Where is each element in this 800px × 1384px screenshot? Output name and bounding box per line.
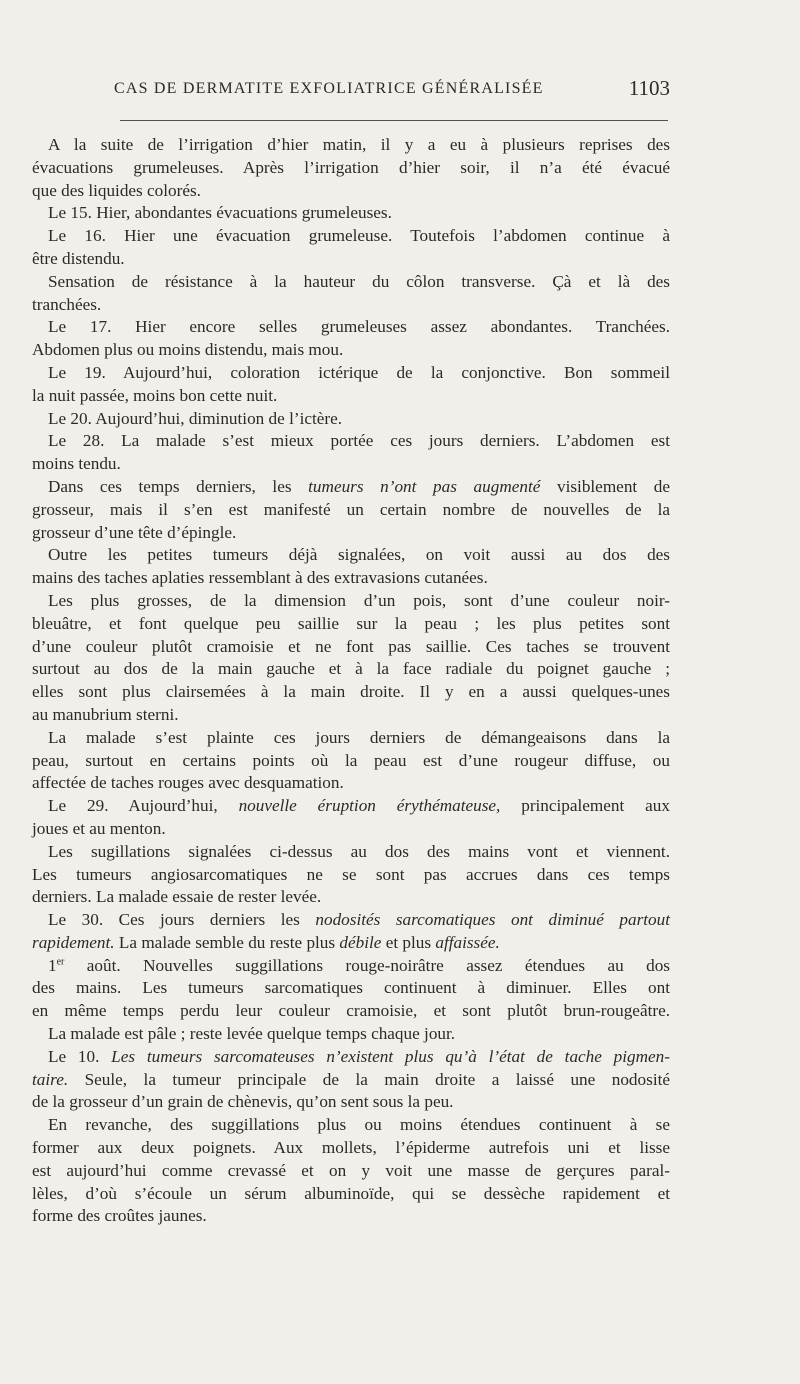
text-line: A la suite de l’irrigation d’hier matin, il y a eu à plusieurs reprises des (48, 135, 670, 154)
text-line: lèles, d’où s’écoule un sérum albuminoïde, qui se dessèche rapidement et (32, 1183, 670, 1203)
running-title: CAS DE DERMATITE EXFOLIATRICE GÉNÉRALISÉE (114, 80, 544, 97)
text-line: la nuit passée, moins bon cette nuit. (32, 385, 278, 405)
text-line: en même temps perdu leur couleur cramoisie, et sont plutôt brun-rougeâtre. (32, 1001, 670, 1021)
text-line: Sensation de résistance à la hauteur du côlon transverse. Çà et là des (48, 271, 670, 291)
text-line: affectée de taches rouges avec desquamation. (32, 773, 344, 793)
text-line: bleuâtre, et font quelque peu saillie sur la peau ; les plus petites sont (32, 613, 670, 633)
text-line: Le 17. Hier encore selles grumeleuses assez abondantes. Tranchées. (48, 317, 670, 337)
text-segment: Dans ces temps derniers, les (48, 476, 292, 496)
text-line: être distendu. (32, 248, 125, 268)
text-line: est aujourd’hui comme crevassé et on y voit une masse de gerçures paral- (32, 1160, 670, 1180)
italic-segment: rapidement. (32, 932, 115, 952)
text-segment: Le 30. Ces jours derniers les (48, 910, 300, 930)
page-header (114, 76, 670, 104)
text-segment: Le 10. (48, 1046, 100, 1066)
text-line: peau, surtout en certains points où la peau est d’une rougeur diffuse, ou (32, 750, 670, 770)
text-line (32, 476, 670, 499)
text-segment: principalement aux (521, 796, 670, 816)
body-text (32, 134, 670, 1228)
superscript: er (56, 955, 65, 967)
italic-segment: nodosités sarcomatiques ont diminué partout (315, 910, 671, 930)
text-line: moins tendu. (32, 454, 121, 474)
text-line: Le 15. Hier, abondantes évacuations grumeleuses. (48, 203, 392, 223)
text-line (32, 795, 670, 818)
text-segment: 1 (48, 955, 57, 975)
text-line: d’une couleur plutôt cramoisie et ne font pas saillie. Ces taches se trouvent (32, 636, 670, 656)
text-line: joues et au menton. (32, 818, 166, 838)
text-segment: La malade semble du reste plus (118, 932, 336, 952)
text-line: Le 28. La malade s’est mieux portée ces jours derniers. L’abdomen est (48, 431, 670, 451)
text-segment: Seule, la tumeur principale de la main droite a laissé une nodosité (84, 1069, 670, 1089)
text-line: former aux deux poignets. Aux mollets, l’épiderme autrefois uni et lisse (32, 1138, 670, 1158)
italic-segment: taire. (32, 1069, 69, 1089)
text-line (32, 909, 670, 932)
text-line: Le 20. Aujourd’hui, diminution de l’ictère. (48, 408, 343, 428)
italic-segment: tumeurs n’ont pas augmenté (308, 476, 541, 496)
text-line: Le 19. Aujourd’hui, coloration ictérique de la conjonctive. Bon sommeil (48, 362, 670, 382)
text-line: de la grosseur d’un grain de chènevis, qu’on sent sous la peu. (32, 1092, 454, 1112)
text-segment: et plus (385, 932, 432, 952)
text-line: grosseur d’une tête d’épingle. (32, 522, 237, 542)
text-segment: août. Nouvelles suggillations rouge-noirâtre assez étendues au dos (64, 955, 670, 975)
text-line: derniers. La malade essaie de rester levée. (32, 887, 322, 907)
text-line: En revanche, des suggillations plus ou moins étendues continuent à se (48, 1115, 670, 1135)
text-line: La malade est pâle ; reste levée quelque temps chaque jour. (48, 1024, 456, 1044)
text-line: elles sont plus clairsemées à la main droite. Il y en a aussi quelques-unes (32, 682, 670, 702)
text-segment: Le 29. Aujourd’hui, (48, 796, 218, 816)
italic-segment: Les tumeurs sarcomateuses n’existent plus qu’à l’état de tache pigmen- (111, 1046, 670, 1066)
italic-segment: affaissée. (435, 932, 500, 952)
text-line: tranchées. (32, 294, 102, 314)
text-line: La malade s’est plainte ces jours derniers de démangeaisons dans la (48, 727, 670, 747)
text-line: mains des taches aplaties ressemblant à des extravasions cutanées. (32, 568, 488, 588)
text-line: des mains. Les tumeurs sarcomatiques continuent à diminuer. Elles ont (32, 978, 670, 998)
text-line: Outre les petites tumeurs déjà signalées, on voit aussi au dos des (48, 545, 670, 565)
header-rule (120, 120, 668, 121)
text-line: Les tumeurs angiosarcomatiques ne se sont pas accrues dans ces temps (32, 864, 670, 884)
text-line: au manubrium sterni. (32, 704, 179, 724)
text-line (32, 955, 670, 978)
text-line: Abdomen plus ou moins distendu, mais mou. (32, 340, 344, 360)
text-line: que des liquides colorés. (32, 180, 201, 200)
text-line: grosseur, mais il s’en est manifesté un certain nombre de nouvelles de la (32, 499, 670, 519)
text-line: Le 16. Hier une évacuation grumeleuse. Toutefois l’abdomen continue à (48, 226, 670, 246)
page-number: 1103 (628, 76, 670, 100)
italic-segment: débile (339, 932, 382, 952)
text-line (32, 1069, 670, 1092)
text-line (32, 932, 670, 955)
text-line: évacuations grumeleuses. Après l’irrigation d’hier soir, il n’a été évacué (32, 157, 670, 177)
text-line: Les plus grosses, de la dimension d’un pois, sont d’une couleur noir- (48, 590, 670, 610)
text-line: surtout au dos de la main gauche et à la face radiale du poignet gauche ; (32, 659, 670, 679)
italic-segment: nouvelle éruption érythémateuse, (238, 796, 501, 816)
text-line: forme des croûtes jaunes. (32, 1206, 207, 1226)
text-line: Les sugillations signalées ci-dessus au dos des mains vont et viennent. (48, 841, 670, 861)
text-line (32, 1046, 670, 1069)
text-segment: visiblement de (556, 476, 671, 496)
